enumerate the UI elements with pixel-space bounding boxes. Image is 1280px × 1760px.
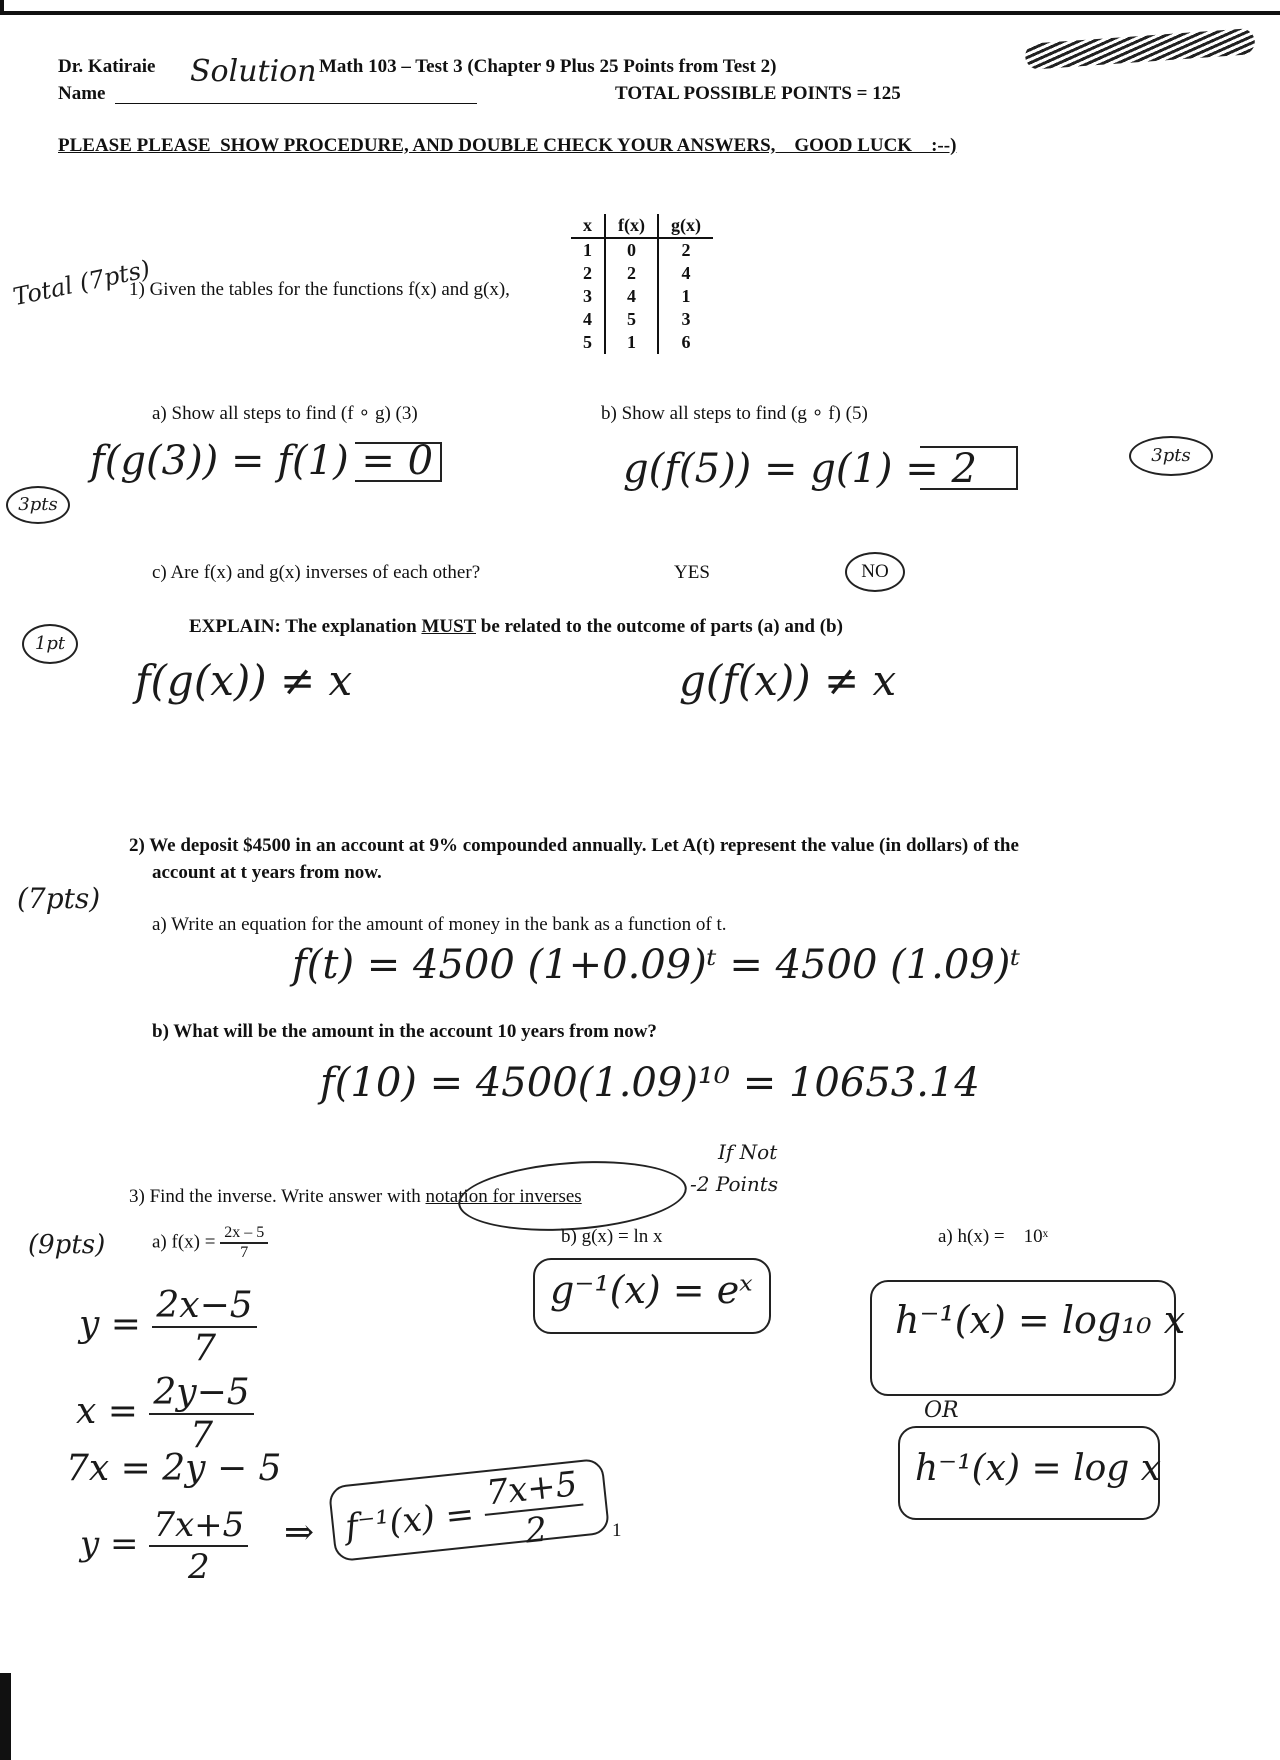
q3-penalty-note-2: -2 Points [690,1172,779,1196]
q3b-answer: g⁻¹(x) = eˣ [550,1268,753,1312]
q1a-points-circle: 3pts [6,486,70,524]
q1a-answer: f(g(3)) = f(1) = 0 [90,438,434,484]
table-row: 3 4 1 [571,285,713,308]
table-row: 2 2 4 [571,262,713,285]
table-row: 1 0 2 [571,238,713,262]
q3a-work-step-4: y = $\frac{7x+5}{2}$ [80,1505,248,1587]
q3b-label: b) g(x) = ln x [561,1226,663,1247]
q2-prompt-line-2: account at t years from now. [152,862,382,883]
implies-arrow: ⇒ [284,1512,315,1553]
q3c-label: a) h(x) = 10ˣ [938,1226,1049,1247]
explain-answer-2: g(f(x)) ≠ x [679,656,897,705]
q3-points-note: (9pts) [28,1230,106,1260]
instructions: PLEASE PLEASE SHOW PROCEDURE, AND DOUBLE CHECK YOUR ANSWERS, GOOD LUCK :--) [58,135,957,156]
q2a-answer: f(t) = 4500 (1+0.09)ᵗ = 4500 (1.09)ᵗ [292,942,1021,988]
function-table [571,214,713,354]
q1c-yes: YES [674,562,710,583]
q3-prompt: 3) Find the inverse. Write answer with notation for inverses [129,1186,582,1207]
q2a-prompt: a) Write an equation for the amount of money in the bank as a function of t. [152,914,727,935]
q1c-prompt: c) Are f(x) and g(x) inverses of each other? [152,562,481,583]
q3c-or: OR [924,1398,959,1423]
q3c-answer-1: h⁻¹(x) = log₁₀ x [895,1298,1186,1342]
name-label: Name [58,83,106,104]
q1c-points-circle: 1pt [22,624,78,664]
q2b-answer: f(10) = 4500(1.09)¹⁰ = 10653.14 [320,1060,980,1106]
total-points: TOTAL POSSIBLE POINTS = 125 [615,83,901,104]
q3a-work-step-2: x = $\frac{2y-5}{7}$ [76,1372,254,1456]
explain-answer-1: f(g(x)) ≠ x [135,656,353,705]
q3c-answer-2: h⁻¹(x) = log x [915,1448,1162,1489]
scribbled-out-mark [1024,28,1255,70]
q1-prompt: 1) Given the tables for the functions f(x) and g(x), [129,279,510,300]
q1b-answer: g(f(5)) = g(1) = 2 [623,446,977,492]
q1c-no-circled: NO [845,552,905,592]
scan-top-edge [0,11,1280,15]
page-number: 1 [612,1520,622,1541]
q2-points-note: (7pts) [17,882,101,915]
q1a-answer-box [355,442,442,482]
table-row: 4 5 3 [571,308,713,331]
q1b-points-circle: 3pts [1129,436,1213,476]
q1a-prompt: a) Show all steps to find (f ∘ g) (3) [152,403,418,424]
table-row: 5 1 6 [571,331,713,354]
q1b-prompt: b) Show all steps to find (g ∘ f) (5) [601,403,868,424]
q3a-label: a) f(x) = $\frac{2x - 5}{7}$ [152,1224,268,1262]
q1b-answer-box [920,446,1018,490]
scan-bottom-left-bar [0,1673,11,1760]
scan-left-edge [0,0,4,15]
table-header: f(x) [605,214,658,238]
student-name-handwritten: Solution [190,54,317,89]
q3a-work-step-3: 7x = 2y − 5 [66,1448,282,1489]
q3-penalty-note-1: If Not [718,1140,778,1164]
q3a-answer: f⁻¹(x) = $\frac{7x+5}{2}$ [341,1464,587,1571]
explain-prompt: EXPLAIN: The explanation MUST be related to the outcome of parts (a) and (b) [189,616,843,637]
q1-points-note: Total (7pts) [10,254,153,312]
test-title: Math 103 – Test 3 (Chapter 9 Plus 25 Points from Test 2) [319,56,777,77]
name-line [115,103,477,104]
table-header: x [571,214,605,238]
instructor-name: Dr. Katiraie [58,56,156,77]
q3a-work-step-1: y = $\frac{2x-5}{7}$ [79,1285,257,1369]
q2b-prompt: b) What will be the amount in the account 10 years from now? [152,1021,657,1042]
q2-prompt-line-1: 2) We deposit $4500 in an account at 9% compounded annually. Let A(t) represent the value (in dollars) of the [129,835,1019,856]
table-header: g(x) [658,214,713,238]
